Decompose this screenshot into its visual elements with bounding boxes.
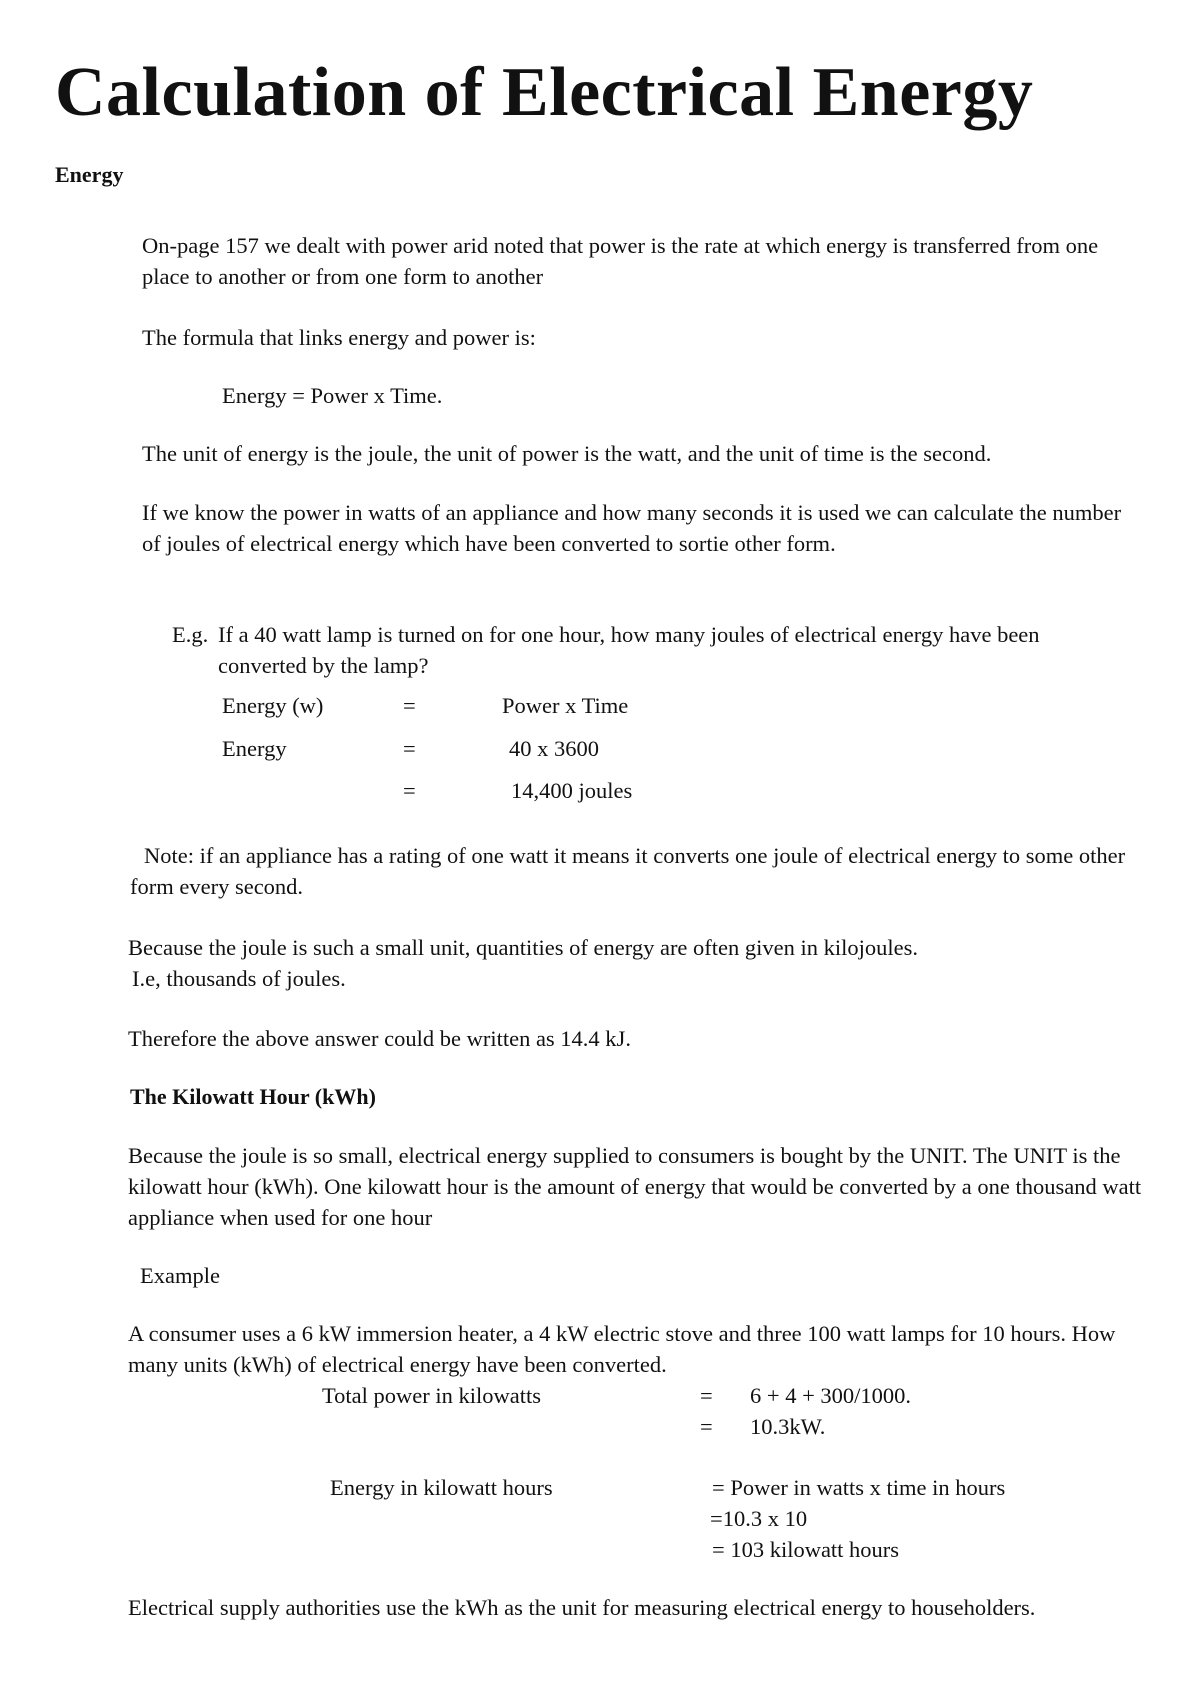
example-row-equals: = xyxy=(403,693,416,718)
note-paragraph: Note: if an appliance has a rating of one watt it means it converts one joule of electrical energy to some other form every second. xyxy=(130,843,1126,899)
energy-kwh-label: Energy in kilowatt hours xyxy=(330,1475,553,1500)
energy-heading: Energy xyxy=(55,162,124,187)
example-row-label: Energy (w) xyxy=(222,693,324,718)
example-label: Example xyxy=(140,1263,220,1288)
power-row-value: 6 + 4 + 300/1000. xyxy=(750,1383,912,1408)
kilojoule-line1: Because the joule is such a small unit, quantities of energy are often given in kilojoules. xyxy=(128,935,919,960)
kwh-intro-paragraph: Because the joule is so small, electrical energy supplied to consumers is bought by the UNIT. The UNIT is the kilowatt hour (kWh). One kilowatt hour is the amount of energy that would be converted by a one thousand watt appliance when used for one hour xyxy=(128,1143,1142,1230)
example-row-equals: = xyxy=(403,736,416,761)
energy-intro-paragraph: On-page 157 we dealt with power arid noted that power is the rate at which energy is transferred from one place to another or from one form to another xyxy=(142,233,1099,289)
example-question-line1: If a 40 watt lamp is turned on for one hour, how many joules of electrical energy have been xyxy=(218,622,1040,647)
kwh-heading: The Kilowatt Hour (kWh) xyxy=(130,1084,376,1109)
kilojoule-line2: I.e, thousands of joules. xyxy=(132,966,346,991)
energy-kwh-row: = Power in watts x time in hours xyxy=(712,1475,1006,1500)
example-row-equals: = xyxy=(403,778,416,803)
energy-kwh-row: = 103 kilowatt hours xyxy=(712,1537,900,1562)
power-row-equals: = xyxy=(700,1414,713,1439)
page-title: Calculation of Electrical Energy xyxy=(55,54,1034,131)
energy-kwh-row: =10.3 x 10 xyxy=(710,1506,808,1531)
example-row-value: 14,400 joules xyxy=(511,778,633,803)
calculation-intro-paragraph: If we know the power in watts of an appliance and how many seconds it is used we can calculate the number of joules of electrical energy which have been converted to sortie other form. xyxy=(142,500,1122,556)
formula-intro: The formula that links energy and power is: xyxy=(142,325,536,350)
kwh-example-question: A consumer uses a 6 kW immersion heater, a 4 kW electric stove and three 100 watt lamps for 10 hours. How many units (kWh) of electrical energy have been converted. xyxy=(128,1321,1116,1377)
closing-line: Electrical supply authorities use the kWh as the unit for measuring electrical energy to householders. xyxy=(128,1595,1036,1620)
units-paragraph: The unit of energy is the joule, the unit of power is the watt, and the unit of time is the second. xyxy=(142,441,992,466)
example-row-value: Power x Time xyxy=(502,693,629,718)
power-row-value: 10.3kW. xyxy=(750,1414,826,1439)
example-question-line2: converted by the lamp? xyxy=(218,653,429,678)
example-prefix: E.g. xyxy=(172,622,209,647)
therefore-line: Therefore the above answer could be written as 14.4 kJ. xyxy=(128,1026,631,1051)
power-row-equals: = xyxy=(700,1383,713,1408)
example-row-value: 40 x 3600 xyxy=(509,736,599,761)
energy-formula: Energy = Power x Time. xyxy=(222,383,443,408)
total-power-label: Total power in kilowatts xyxy=(322,1383,542,1408)
example-row-label: Energy xyxy=(222,736,287,761)
